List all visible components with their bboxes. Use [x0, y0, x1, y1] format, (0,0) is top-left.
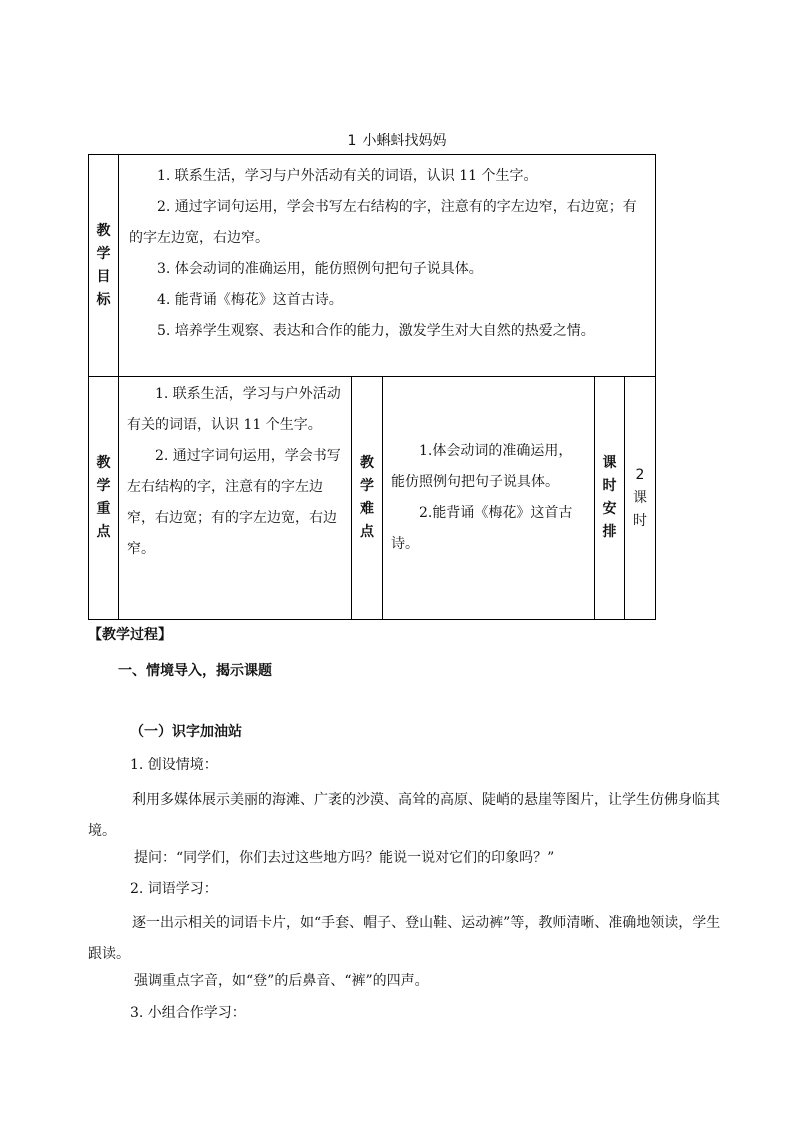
schedule-value: 2 课 时: [625, 377, 656, 620]
step3-title: 3. 小组合作学习：: [130, 1005, 246, 1021]
step2-text: 逐一出示相关的词语卡片，如“手套、帽子、登山鞋、运动裤”等，教师清晰、准确地领读，学生跟读。: [88, 915, 721, 962]
lesson-plan-table: [88, 154, 656, 620]
goals-content: [119, 155, 656, 377]
goal-item: 5. 培养学生观察、表达和合作的能力，激发学生对大自然的热爱之情。: [157, 323, 595, 339]
keypoint-item: 1. 联系生活，学习与户外活动有关的词语，认识 11 个生字。: [127, 386, 341, 433]
step1-question: 提问：“同学们，你们去过这些地方吗？能说一说对它们的印象吗？”: [134, 850, 555, 866]
goal-item: 2. 通过字词句运用，学会书写左右结构的字，注意有的字左边窄，右边宽；有的字左边宽，右边窄。: [129, 199, 637, 246]
difficulty-label: 教 学 难 点: [352, 377, 383, 620]
lesson-title: [0, 130, 794, 150]
schedule-label: 课 时 安 排: [595, 377, 625, 620]
process-heading: 【教学过程】: [88, 627, 172, 643]
step1-text: 利用多媒体展示美丽的海滩、广袤的沙漠、高耸的高原、陡峭的悬崖等图片，让学生仿佛身临其境。: [88, 792, 720, 839]
goals-row: [89, 155, 656, 377]
goal-item: 4. 能背诵《梅花》这首古诗。: [157, 292, 343, 308]
difficulty-content: [383, 377, 595, 620]
lesson-name: 小蝌蚪找妈妈: [362, 133, 447, 149]
step2-title: 2. 词语学习：: [130, 881, 218, 897]
lesson-number: 1: [347, 133, 357, 149]
keypoint-item: 2. 通过字词句运用，学会书写左右结构的字，注意有的字左边窄，右边宽；有的字左边宽，右边窄。: [127, 448, 341, 557]
difficulty-item: 2.能背诵《梅花》这首古诗。: [391, 505, 573, 552]
subsection1-heading: （一）识字加油站: [130, 724, 242, 740]
section1-heading: 一、情境导入，揭示课题: [118, 663, 272, 679]
goal-item: 3. 体会动词的准确运用，能仿照例句把句子说具体。: [157, 261, 483, 277]
goal-item: 1. 联系生活，学习与户外活动有关的词语，认识 11 个生字。: [157, 168, 538, 184]
keypoints-row: [89, 377, 656, 620]
difficulty-item: 1.体会动词的准确运用，能仿照例句把句子说具体。: [391, 443, 573, 490]
step1-title: 1. 创设情境：: [130, 757, 218, 773]
keypoints-content: [119, 377, 352, 620]
step2-note: 强调重点字音，如“登”的后鼻音、“裤”的四声。: [134, 973, 429, 989]
goals-label: 教 学 目 标: [89, 155, 119, 377]
keypoints-label: 教 学 重 点: [89, 377, 119, 620]
